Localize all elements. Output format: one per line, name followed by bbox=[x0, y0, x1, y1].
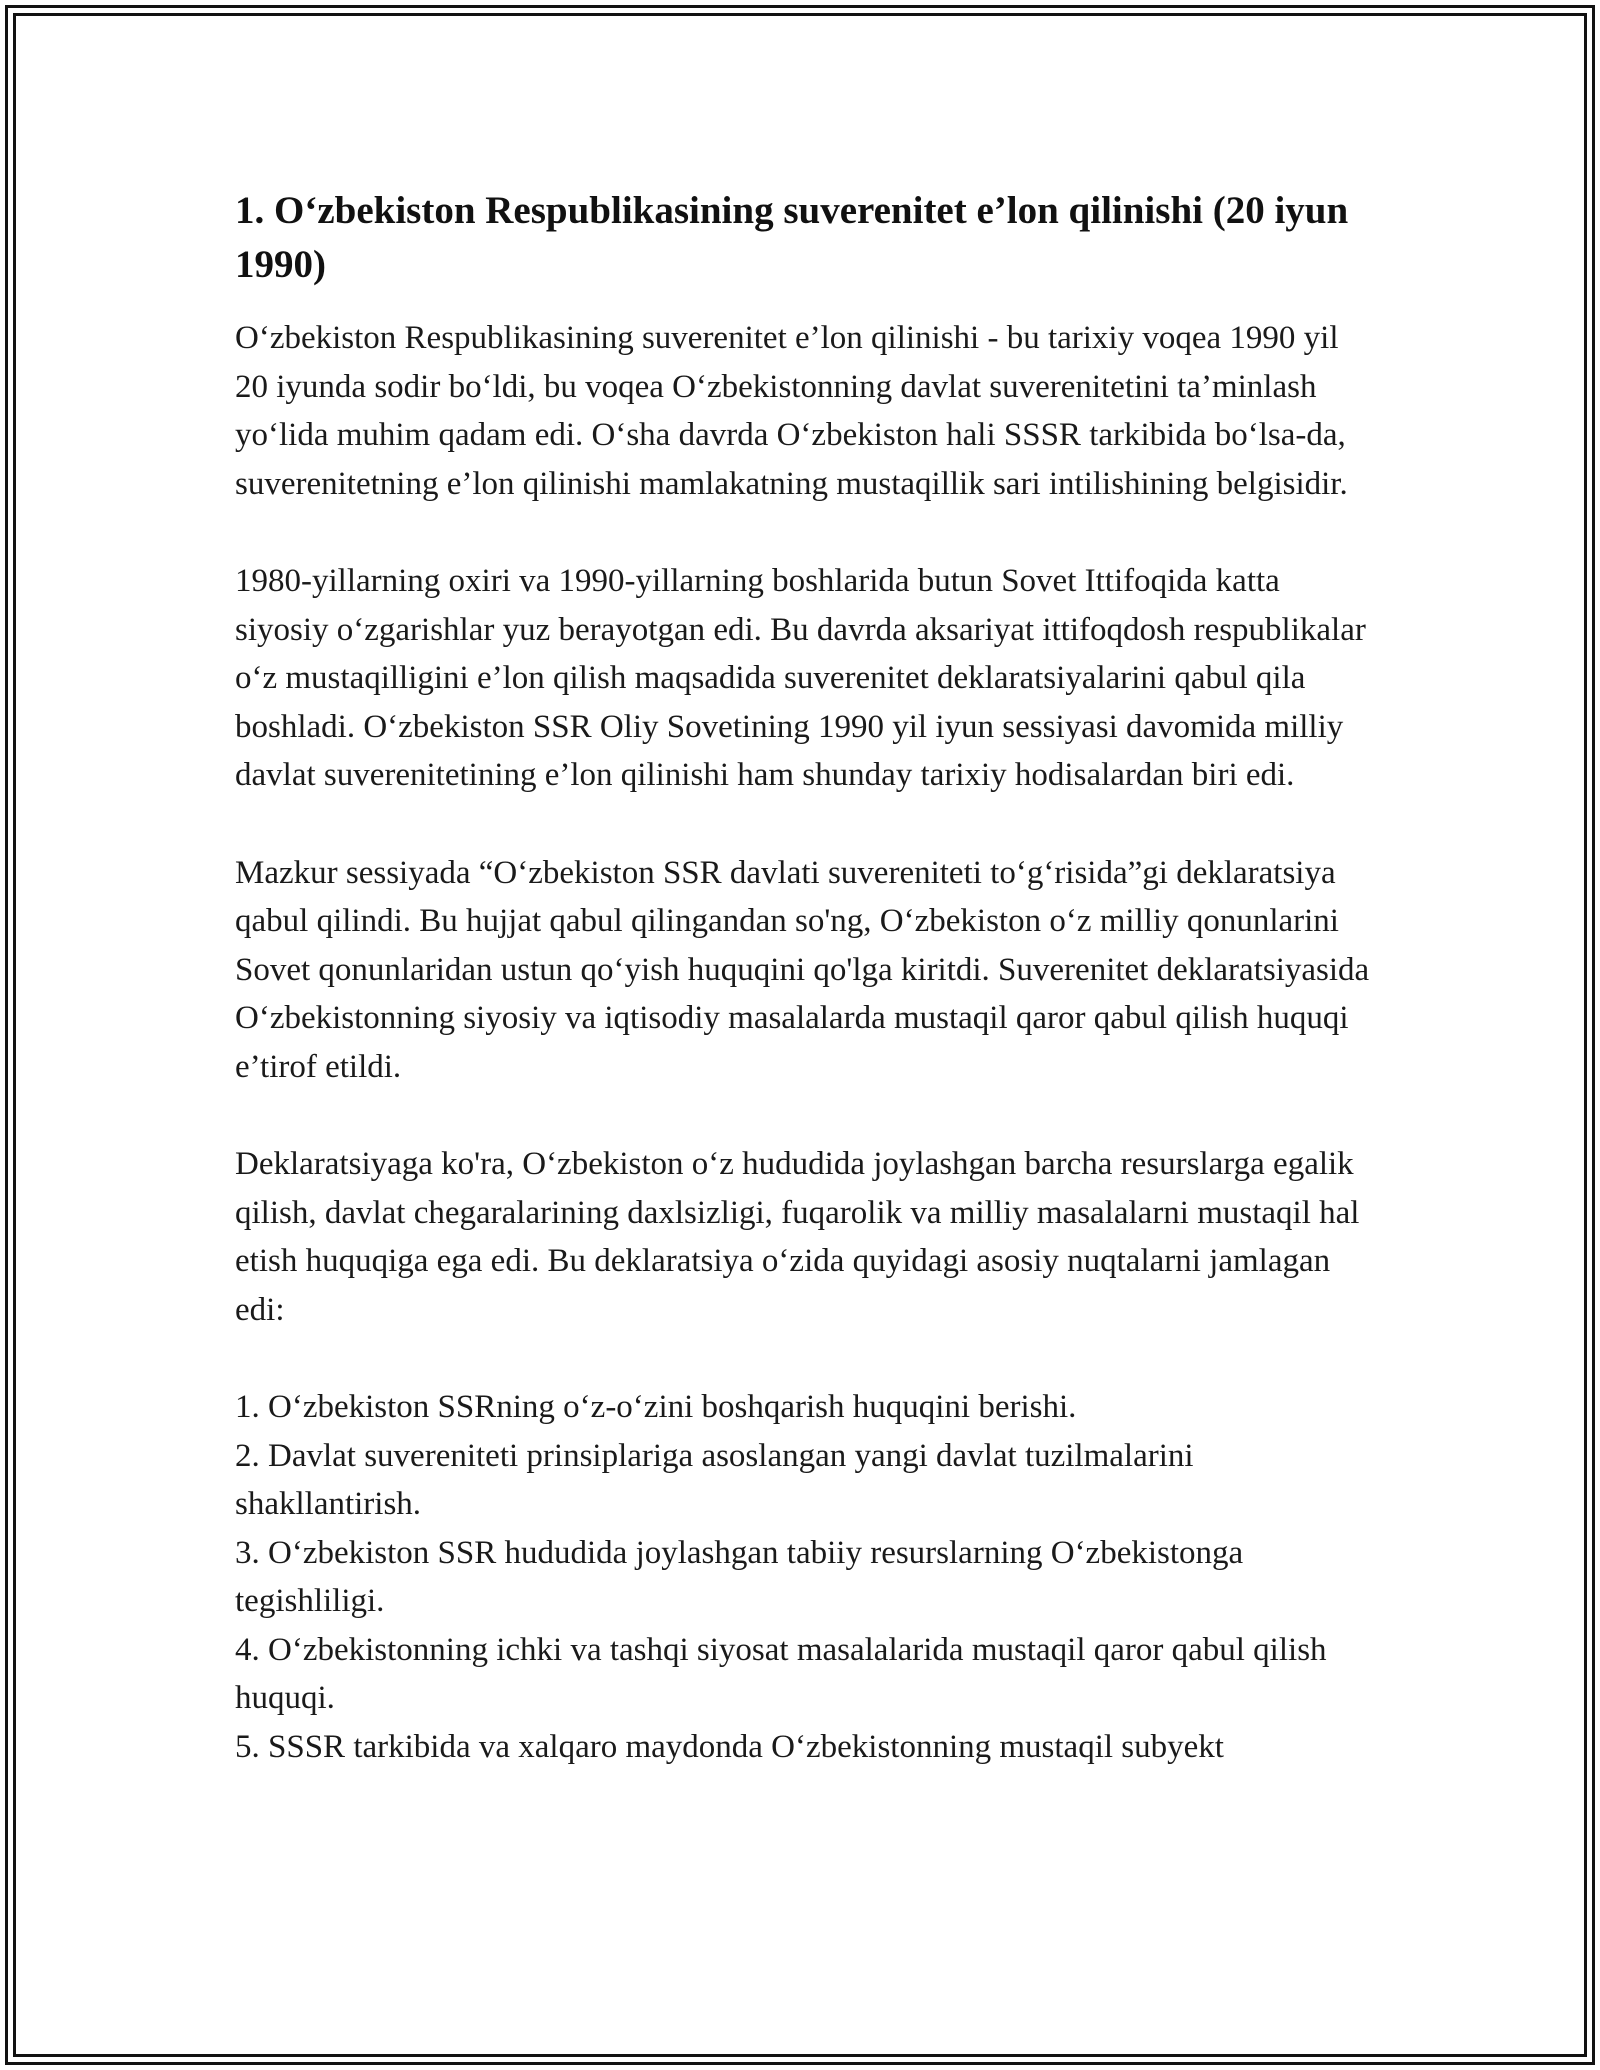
key-points-list bbox=[235, 1383, 1375, 1771]
document-title: 1. O‘zbekiston Respublikasining suverenitet e’lon qilinishi (20 iyun 1990) bbox=[235, 189, 1349, 286]
paragraph-1: O‘zbekiston Respublikasining suverenitet e’lon qilinishi - bu tarixiy voqea 1990 yil 20 iyunda sodir bo‘ldi, bu voqea O‘zbekistonning davlat suverenitetini ta’minlash yo‘lida muhim qadam edi. O‘sha davrda O‘zbekiston hali SSSR tarkibida bo‘lsa-da, suverenitetning e’lon qilinishi mamlakatning mustaqillik sari intilishining belgisidir. bbox=[235, 320, 1348, 502]
list-item: 5. SSSR tarkibida va xalqaro maydonda O‘zbekistonning mustaqil subyekt bbox=[235, 1728, 1224, 1765]
list-item: 1. O‘zbekiston SSRning o‘z-o‘zini boshqarish huquqini berishi. bbox=[235, 1389, 1077, 1425]
paragraph-3: Mazkur sessiyada “O‘zbekiston SSR davlati suvereniteti to‘g‘risida”gi deklaratsiya qabul qilindi. Bu hujjat qabul qilingandan so'ng, O‘zbekiston o‘z milliy qonunlarini Sovet qonunlaridan ustun qo‘yish huquqini qo'lga kiritdi. Suverenitet deklaratsiyasida O‘zbekistonning siyosiy va iqtisodiy masalalarda mustaqil qaror qabul qilish huquqi e’tirof etildi. bbox=[235, 854, 1370, 1085]
list-item: 3. O‘zbekiston SSR hududida joylashgan tabiiy resurslarning O‘zbekistonga tegishliligi. bbox=[235, 1534, 1244, 1619]
list-item: 2. Davlat suvereniteti prinsiplariga asoslangan yangi davlat tuzilmalarini shakllantirish. bbox=[235, 1437, 1194, 1522]
paragraph-2: 1980-yillarning oxiri va 1990-yillarning boshlarida butun Sovet Ittifoqida katta siyosiy o‘zgarishlar yuz berayotgan edi. Bu davrda aksariyat ittifoqdosh respublikalar o‘z mustaqilligini e’lon qilish maqsadida suverenitet deklaratsiyalarini qabul qila boshladi. O‘zbekiston SSR Oliy Sovetining 1990 yil iyun sessiyasi davomida milliy davlat suverenitetining e’lon qilinishi ham shunday tarixiy hodisalardan biri edi. bbox=[235, 563, 1366, 793]
document-body bbox=[235, 184, 1375, 1771]
list-item: 4. O‘zbekistonning ichki va tashqi siyosat masalalarida mustaqil qaror qabul qilish huquqi. bbox=[235, 1631, 1327, 1716]
paragraph-4: Deklaratsiyaga ko'ra, O‘zbekiston o‘z hududida joylashgan barcha resurslarga egalik qilish, davlat chegaralarining daxlsizligi, fuqarolik va milliy masalalarni mustaqil hal etish huquqiga ega edi. Bu deklaratsiya o‘zida quyidagi asosiy nuqtalarni jamlagan edi: bbox=[235, 1146, 1360, 1328]
